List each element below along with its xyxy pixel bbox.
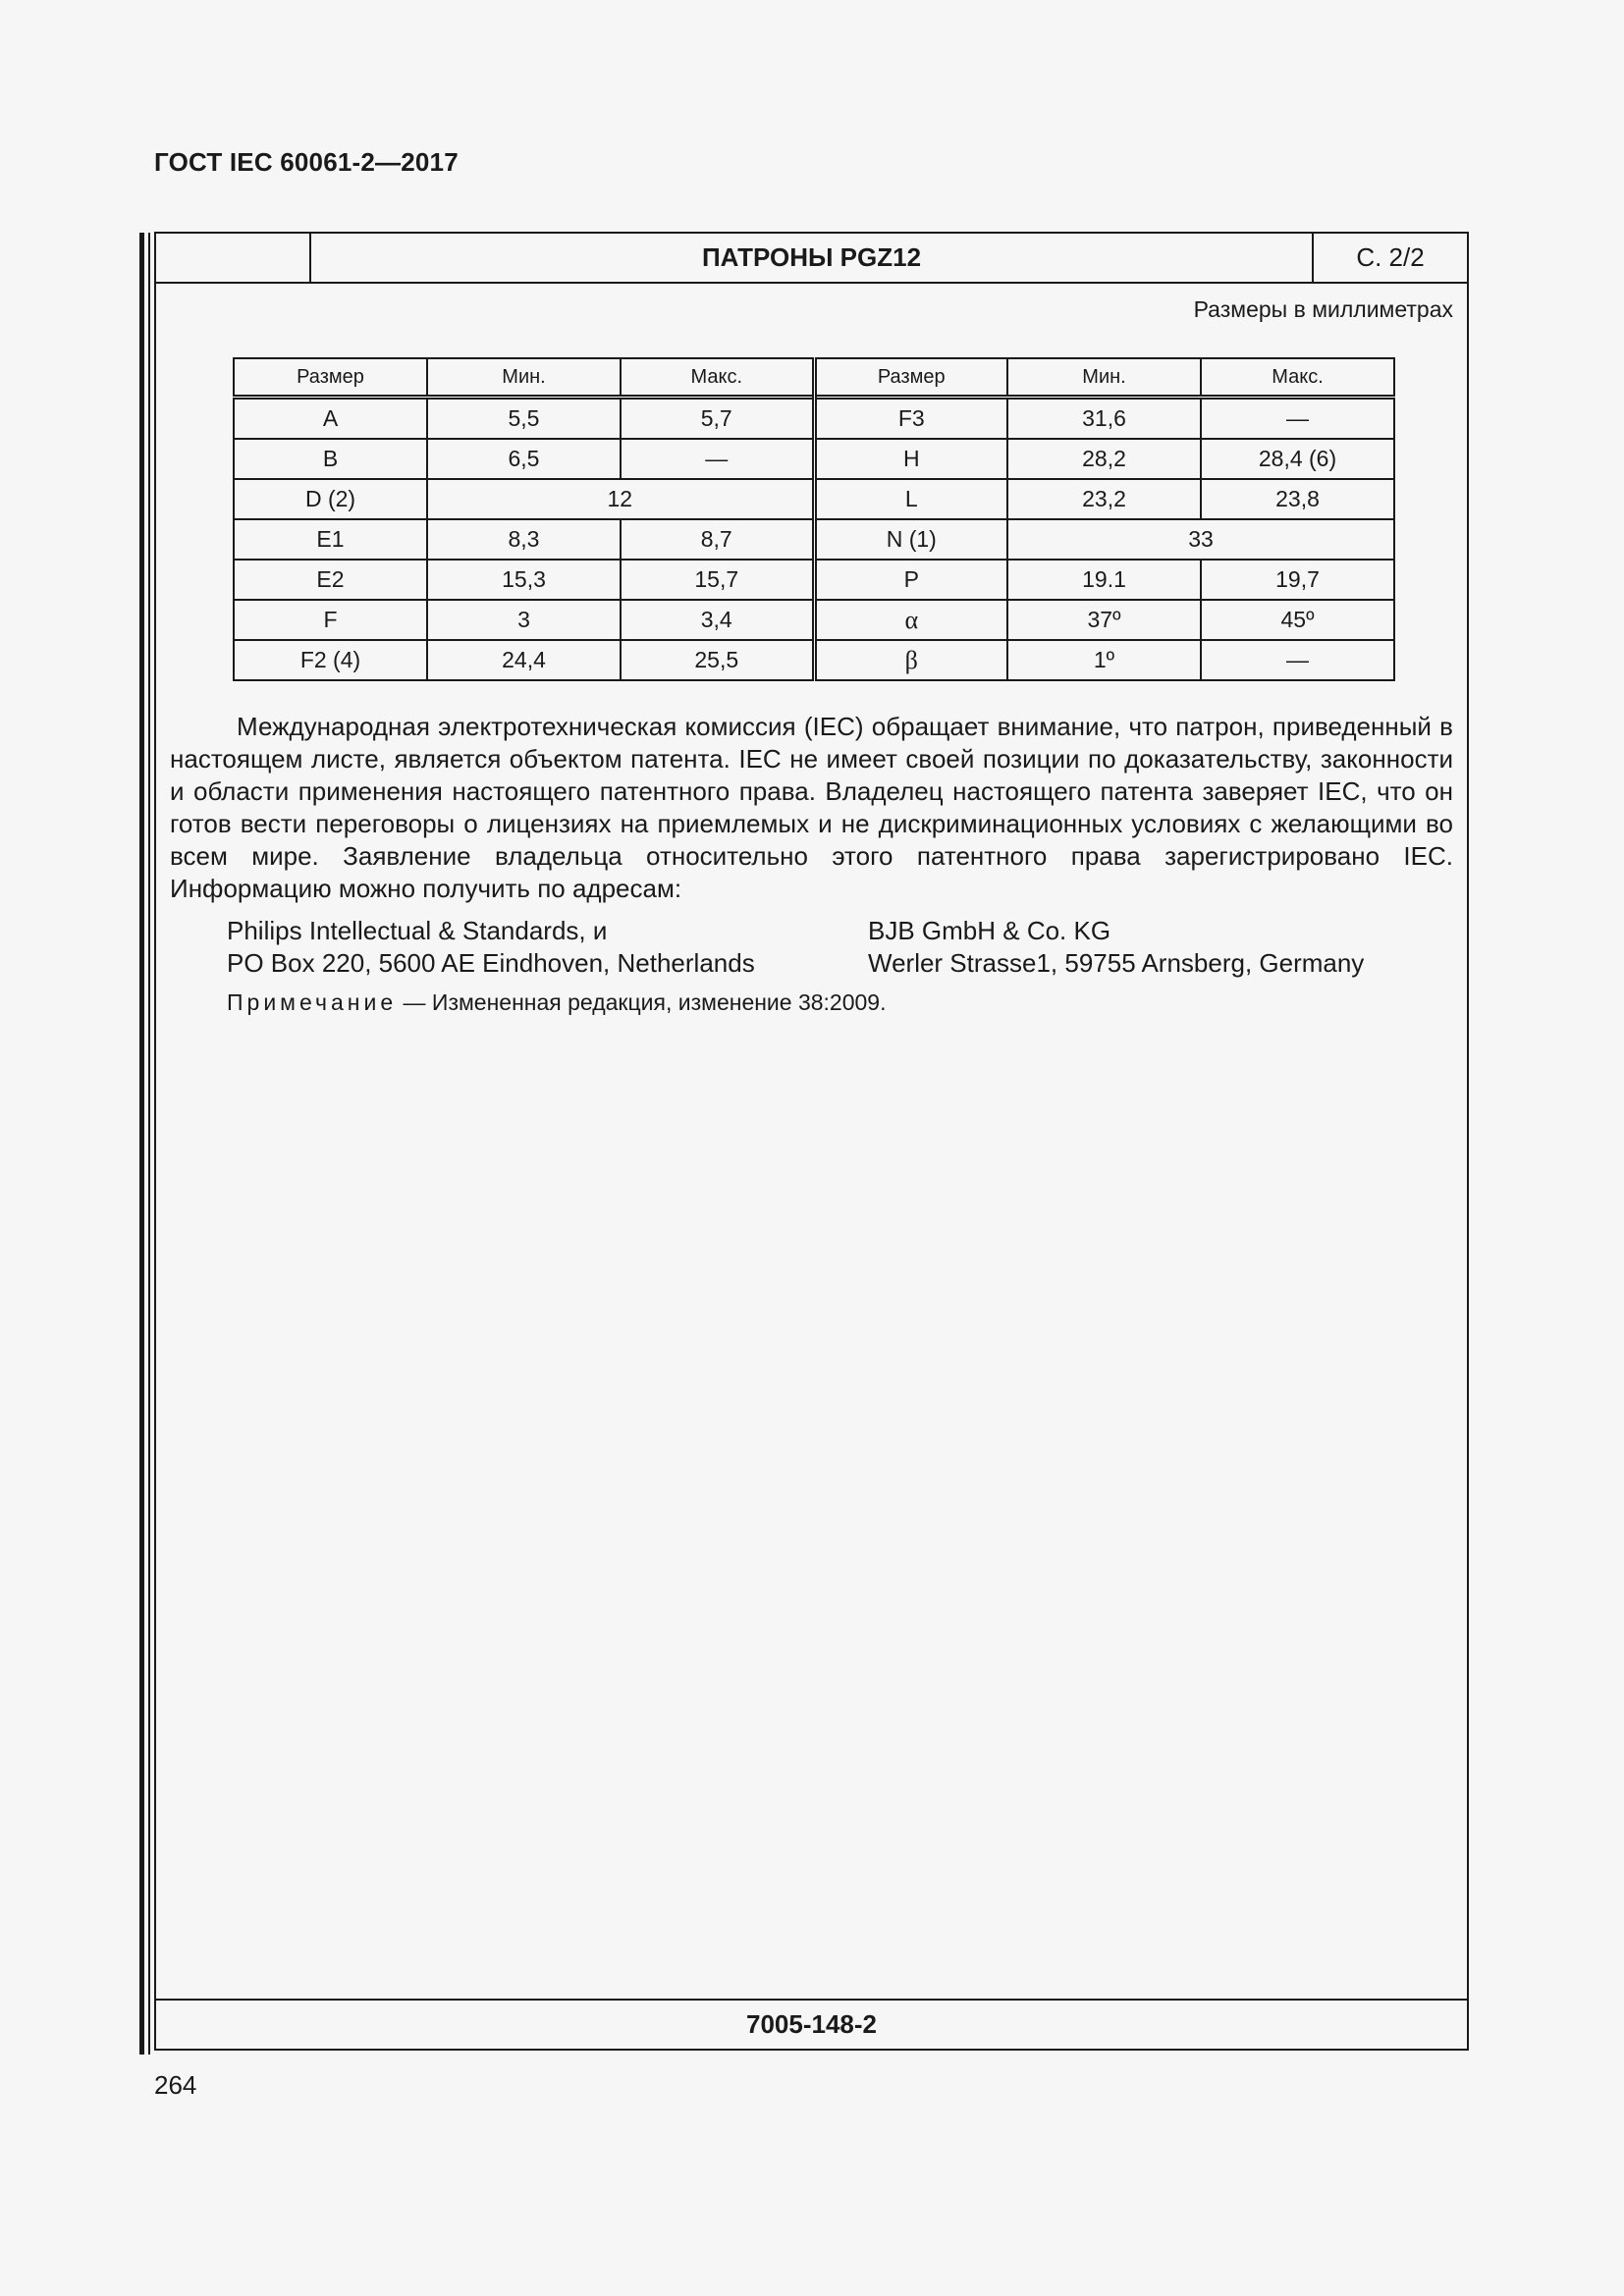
cell-max: 28,4 (6) — [1201, 439, 1394, 479]
cell-size: D (2) — [234, 479, 427, 519]
cell-max: 3,4 — [621, 600, 814, 640]
address-bjb — [868, 915, 1364, 980]
table-row — [234, 398, 1394, 440]
header-max: Макс. — [1201, 358, 1394, 398]
units-note: Размеры в миллиметрах — [1193, 296, 1453, 322]
cell-size: H — [814, 439, 1007, 479]
header-min: Мин. — [1007, 358, 1201, 398]
cell-min: 3 — [427, 600, 621, 640]
cell-max: — — [1201, 640, 1394, 680]
cell-min: 19.1 — [1007, 560, 1201, 600]
dimensions-table — [233, 357, 1395, 681]
header-size: Размер — [234, 358, 427, 398]
cell-min: 37º — [1007, 600, 1201, 640]
table-header-row — [234, 358, 1394, 398]
cell-size: α — [814, 600, 1007, 640]
cell-max: 15,7 — [621, 560, 814, 600]
cell-min: 24,4 — [427, 640, 621, 680]
table-row — [234, 519, 1394, 560]
cell-max: 5,7 — [621, 398, 814, 440]
cell-max: — — [1201, 398, 1394, 440]
cell-max: 23,8 — [1201, 479, 1394, 519]
cell-size: P — [814, 560, 1007, 600]
frame-margin-thick-line — [139, 233, 144, 2055]
address-line: Werler Strasse1, 59755 Arnsberg, Germany — [868, 948, 1365, 978]
title-left-cell — [156, 234, 311, 282]
address-line: PO Box 220, 5600 AE Eindhoven, Netherlands — [227, 948, 755, 978]
address-line: Philips Intellectual & Standards, и — [227, 916, 608, 945]
sheet-code: 7005-148-2 — [156, 1999, 1467, 2049]
patent-paragraph: Международная электротехническая комиссия (IEC) обращает внимание, что патрон, приведенный в настоящем листе, является объектом патента. IEC не имеет своей позиции по доказательству, законности и области применения настоящего патентного права. Владелец настоящего патента заверяет IEC, что он готов вести переговоры о лицензиях на приемлемых и не дискриминационных условиях с желающими во всем мире. Заявление владельца относительно этого патентного права зарегистрировано IEC. Информацию можно получить по адресам: — [170, 712, 1453, 903]
table-row — [234, 600, 1394, 640]
patent-notice — [170, 711, 1453, 905]
note — [227, 989, 887, 1016]
sheet-title: ПАТРОНЫ PGZ12 — [701, 242, 922, 272]
cell-min: 23,2 — [1007, 479, 1201, 519]
cell-min: 28,2 — [1007, 439, 1201, 479]
address-philips — [227, 915, 755, 980]
cell-size: E2 — [234, 560, 427, 600]
cell-size: F — [234, 600, 427, 640]
cell-min: 6,5 — [427, 439, 621, 479]
cell-max: 25,5 — [621, 640, 814, 680]
cell-max: — — [621, 439, 814, 479]
page-number: 264 — [154, 2070, 197, 2100]
cell-min: 31,6 — [1007, 398, 1201, 440]
cell-merged-value: 33 — [1007, 519, 1394, 560]
cell-min: 5,5 — [427, 398, 621, 440]
cell-size: F3 — [814, 398, 1007, 440]
cell-size: L — [814, 479, 1007, 519]
cell-min: 15,3 — [427, 560, 621, 600]
document-header: ГОСТ IEC 60061-2—2017 — [154, 147, 459, 177]
sheet-page: С. 2/2 — [1312, 234, 1467, 282]
cell-max: 8,7 — [621, 519, 814, 560]
cell-min: 8,3 — [427, 519, 621, 560]
note-text: — Измененная редакция, изменение 38:2009. — [397, 989, 887, 1015]
title-row — [156, 234, 1467, 284]
table-row — [234, 439, 1394, 479]
table-row — [234, 560, 1394, 600]
sheet-frame — [154, 232, 1469, 2051]
cell-max: 19,7 — [1201, 560, 1394, 600]
address-line: BJB GmbH & Co. KG — [868, 916, 1111, 945]
cell-size: F2 (4) — [234, 640, 427, 680]
cell-size: N (1) — [814, 519, 1007, 560]
cell-size: E1 — [234, 519, 427, 560]
cell-size: A — [234, 398, 427, 440]
cell-size: β — [814, 640, 1007, 680]
cell-size: B — [234, 439, 427, 479]
note-label: Примечание — [227, 989, 398, 1015]
cell-max: 45º — [1201, 600, 1394, 640]
header-max: Макс. — [621, 358, 814, 398]
table-row — [234, 640, 1394, 680]
header-size: Размер — [814, 358, 1007, 398]
frame-margin-thin-line — [148, 233, 150, 2055]
cell-min: 1º — [1007, 640, 1201, 680]
table-row — [234, 479, 1394, 519]
header-min: Мин. — [427, 358, 621, 398]
cell-merged-value: 12 — [427, 479, 814, 519]
